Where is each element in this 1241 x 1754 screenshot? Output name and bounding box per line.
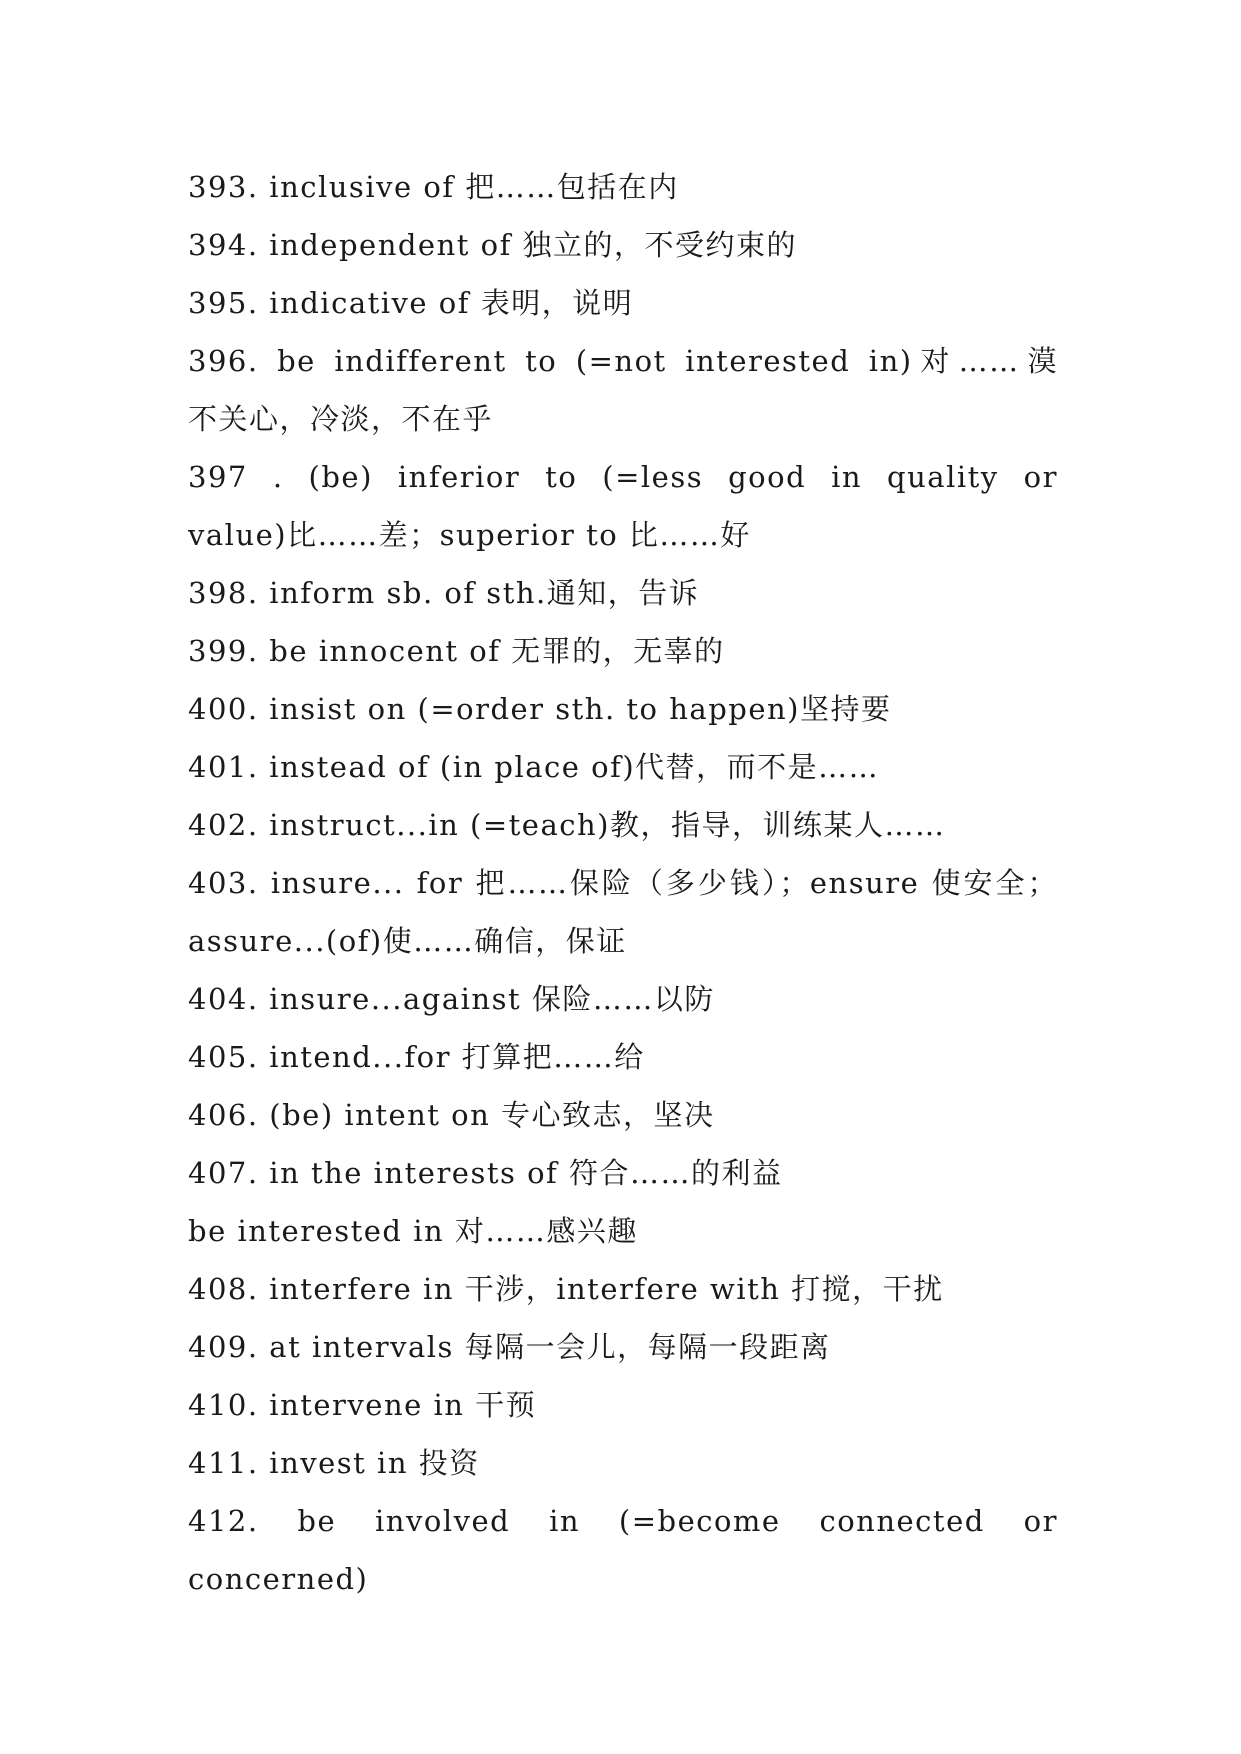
list-item: 410. intervene in 干预 — [188, 1388, 537, 1422]
list-item: 398. inform sb. of sth.通知，告诉 — [188, 576, 700, 610]
list-item: 397 . (be) inferior to (=less good in quality or — [188, 460, 1058, 494]
list-item: 400. insist on (=order sth. to happen)坚持要 — [188, 692, 892, 726]
list-item-continuation: 不关心，冷淡，不在乎 — [188, 402, 494, 436]
list-item: 408. interfere in 干涉，interfere with 打搅，干扰 — [188, 1272, 944, 1306]
list-item-continuation: assure...(of)使……确信，保证 — [188, 924, 627, 958]
list-item: 395. indicative of 表明，说明 — [188, 286, 634, 320]
list-item: 396. be indifferent to (=not interested in)对……漠 — [188, 344, 1058, 378]
list-item: 403. insure... for 把……保险（多少钱）；ensure 使安全； — [188, 866, 1058, 900]
list-item: 399. be innocent of 无罪的，无辜的 — [188, 634, 725, 668]
list-item: 401. instead of (in place of)代替，而不是…… — [188, 750, 880, 784]
list-item: 406. (be) intent on 专心致志，坚决 — [188, 1098, 715, 1132]
list-item: 409. at intervals 每隔一会儿，每隔一段距离 — [188, 1330, 831, 1364]
list-item-continuation: value)比……差；superior to 比……好 — [188, 518, 751, 552]
list-item: 411. invest in 投资 — [188, 1446, 480, 1480]
list-item: 407. in the interests of 符合……的利益 — [188, 1156, 783, 1190]
list-item: 405. intend...for 打算把……给 — [188, 1040, 645, 1074]
list-item: 394. independent of 独立的，不受约束的 — [188, 228, 798, 262]
list-item: 404. insure...against 保险……以防 — [188, 982, 715, 1016]
list-item: 393. inclusive of 把……包括在内 — [188, 170, 679, 204]
list-item-continuation: be interested in 对……感兴趣 — [188, 1214, 638, 1248]
phrase-list — [188, 158, 1058, 1596]
list-item: 402. instruct...in (=teach)教，指导，训练某人…… — [188, 808, 946, 842]
list-item: 412. be involved in (=become connected or concerned) — [188, 1504, 1058, 1596]
